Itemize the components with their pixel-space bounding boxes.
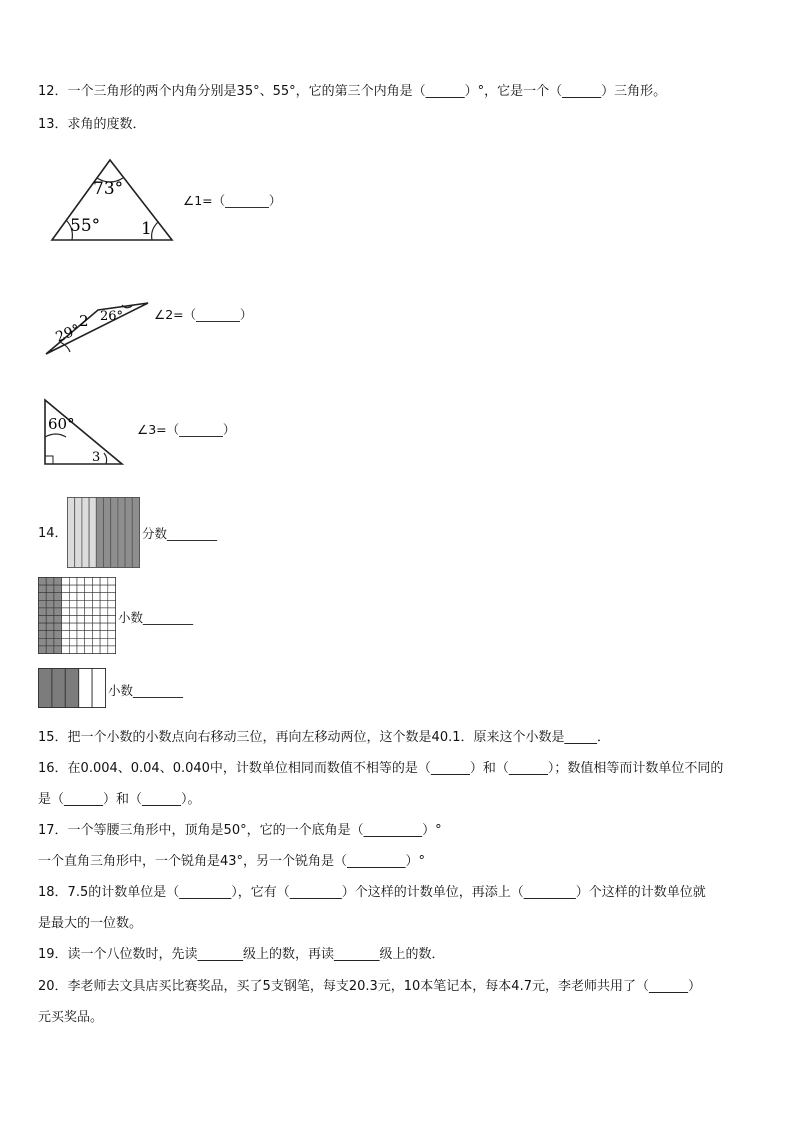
triangle-1-marker: 1 — [141, 219, 152, 239]
triangle-1-left-angle: 55° — [70, 216, 101, 236]
shaded-cell — [39, 600, 47, 608]
grid-cell — [100, 578, 108, 586]
shaded-cell — [46, 638, 54, 646]
grid-cell — [100, 638, 108, 646]
shaded-cell — [39, 631, 47, 639]
grid-cell — [108, 600, 116, 608]
grid-cell — [85, 631, 93, 639]
shaded-section — [52, 669, 65, 708]
angle-1-answer: ∠1=（_______） — [183, 193, 282, 208]
grid-cell — [92, 578, 100, 586]
grid-cell — [69, 585, 77, 593]
shaded-cell — [54, 600, 62, 608]
grid-cell — [69, 616, 77, 624]
grid-cell — [85, 638, 93, 646]
grid-cell — [92, 593, 100, 601]
question-12: 12．一个三角形的两个内角分别是35°、55°，它的第三个内角是（______）°，它是一个（______）三角形。 — [38, 84, 667, 99]
shaded-cell — [39, 585, 47, 593]
grid-cell — [69, 646, 77, 654]
question-17-line-2: 一个直角三角形中，一个锐角是43°，另一个锐角是（_________）° — [38, 854, 426, 869]
triangle-1-top-angle: 73° — [93, 179, 124, 199]
shaded-cell — [46, 646, 54, 654]
shaded-strip — [111, 498, 118, 568]
shaded-cell — [46, 600, 54, 608]
grid-cell — [85, 623, 93, 631]
grid-cell — [100, 616, 108, 624]
grid-cell — [100, 623, 108, 631]
grid-cell — [108, 631, 116, 639]
grid-cell — [62, 608, 70, 616]
shaded-cell — [39, 638, 47, 646]
grid-cell — [77, 623, 85, 631]
grid-cell — [62, 600, 70, 608]
grid-cell — [108, 638, 116, 646]
grid-cell — [85, 578, 93, 586]
shaded-section — [39, 669, 52, 708]
grid-cell — [92, 616, 100, 624]
grid-cell — [77, 600, 85, 608]
shaded-cell — [39, 608, 47, 616]
grid-cell — [100, 608, 108, 616]
triangle-2-small-angle: 26° — [100, 309, 124, 324]
grid-cell — [69, 623, 77, 631]
shaded-cell — [54, 593, 62, 601]
grid-cell — [92, 623, 100, 631]
grid-cell — [77, 578, 85, 586]
grid-cell — [92, 585, 100, 593]
triangle-3-marker: 3 — [92, 450, 101, 465]
shaded-cell — [54, 608, 62, 616]
shaded-cell — [54, 585, 62, 593]
grid-cell — [92, 600, 100, 608]
grid-cell — [92, 646, 100, 654]
shaded-section — [65, 669, 78, 708]
triangle-2-left-angle: 29° — [53, 321, 83, 346]
grid-cell — [100, 600, 108, 608]
grid-cell — [69, 631, 77, 639]
triangle-figure-1 — [46, 156, 178, 246]
grid-cell — [100, 593, 108, 601]
shaded-cell — [54, 623, 62, 631]
grid-cell — [77, 616, 85, 624]
grid-cell — [85, 608, 93, 616]
grid-cell — [100, 646, 108, 654]
shaded-cell — [46, 593, 54, 601]
shaded-cell — [39, 623, 47, 631]
grid-cell — [77, 585, 85, 593]
grid-cell — [85, 585, 93, 593]
grid-cell — [62, 646, 70, 654]
grid-cell — [62, 623, 70, 631]
shaded-cell — [54, 646, 62, 654]
shaded-cell — [46, 608, 54, 616]
grid-cell — [85, 646, 93, 654]
grid-cell — [62, 593, 70, 601]
question-15: 15．把一个小数的小数点向右移动三位，再向左移动两位，这个数是40.1．原来这个小数是_____． — [38, 730, 610, 745]
question-16-line-2: 是（______）和（______）。 — [38, 792, 201, 807]
grid-cell — [108, 593, 116, 601]
shaded-cell — [46, 631, 54, 639]
grid-cell — [92, 638, 100, 646]
shaded-cell — [39, 646, 47, 654]
grid-cell — [77, 608, 85, 616]
question-19: 19．读一个八位数时，先读_______级上的数，再读_______级上的数． — [38, 947, 445, 962]
decimal-answer-2: 小数________ — [108, 683, 184, 698]
question-17-line-1: 17．一个等腰三角形中，顶角是50°，它的一个底角是（_________）° — [38, 823, 442, 838]
hundred-grid-figure — [38, 577, 116, 654]
triangle-figure-2 — [44, 300, 152, 358]
shaded-cell — [39, 593, 47, 601]
shaded-cell — [46, 616, 54, 624]
grid-cell — [92, 608, 100, 616]
shaded-cell — [54, 638, 62, 646]
unshaded-strip — [75, 498, 82, 568]
angle-2-answer: ∠2=（_______） — [154, 307, 253, 322]
shaded-cell — [54, 616, 62, 624]
shaded-cell — [54, 578, 62, 586]
unshaded-section — [92, 669, 105, 708]
question-13-title: 13．求角的度数． — [38, 117, 146, 132]
grid-cell — [77, 631, 85, 639]
question-16-line-1: 16．在0.004、0.04、0.040中，计数单位相同而数值不相等的是（______）和（______）；数值相等而计数单位不同的 — [38, 761, 724, 776]
grid-cell — [108, 578, 116, 586]
grid-cell — [77, 593, 85, 601]
grid-cell — [85, 616, 93, 624]
question-18-line-2: 是最大的一位数。 — [38, 916, 143, 931]
grid-cell — [69, 608, 77, 616]
tenths-strip-figure — [38, 668, 106, 708]
question-20-line-1: 20．李老师去文具店买比赛奖品，买了5支钢笔，每支20.3元，10本笔记本，每本4.7元，李老师共用了（______） — [38, 979, 701, 994]
grid-cell — [92, 631, 100, 639]
triangle-2-marker: 2 — [79, 312, 89, 330]
shaded-cell — [39, 578, 47, 586]
grid-cell — [85, 593, 93, 601]
question-14-number: 14． — [38, 526, 68, 541]
grid-cell — [69, 638, 77, 646]
grid-cell — [62, 616, 70, 624]
grid-cell — [108, 646, 116, 654]
triangle-3-left-angle: 60° — [48, 415, 75, 433]
angle-3-answer: ∠3=（_______） — [137, 422, 236, 437]
unshaded-strip — [82, 498, 89, 568]
grid-cell — [62, 578, 70, 586]
question-20-line-2: 元买奖品。 — [38, 1010, 104, 1025]
shaded-cell — [46, 623, 54, 631]
grid-cell — [69, 593, 77, 601]
shaded-strip — [104, 498, 111, 568]
grid-cell — [108, 585, 116, 593]
grid-cell — [108, 623, 116, 631]
grid-cell — [62, 585, 70, 593]
fraction-strip-figure — [67, 497, 140, 568]
shaded-strip — [132, 498, 139, 568]
grid-cell — [69, 600, 77, 608]
shaded-cell — [46, 578, 54, 586]
grid-cell — [62, 631, 70, 639]
grid-cell — [100, 631, 108, 639]
shaded-cell — [39, 616, 47, 624]
unshaded-strip — [68, 498, 75, 568]
grid-cell — [62, 638, 70, 646]
grid-cell — [108, 616, 116, 624]
unshaded-section — [79, 669, 92, 708]
shaded-strip — [118, 498, 125, 568]
grid-cell — [108, 608, 116, 616]
question-18-line-1: 18．7.5的计数单位是（________），它有（________）个这样的计数单位，再添上（________）个这样的计数单位就 — [38, 885, 706, 900]
grid-cell — [85, 600, 93, 608]
grid-cell — [100, 585, 108, 593]
grid-cell — [77, 638, 85, 646]
shaded-cell — [54, 631, 62, 639]
unshaded-strip — [89, 498, 96, 568]
shaded-cell — [46, 585, 54, 593]
triangle-figure-3 — [42, 397, 128, 469]
grid-cell — [77, 646, 85, 654]
fraction-answer: 分数________ — [142, 526, 218, 541]
shaded-strip — [96, 498, 103, 568]
decimal-answer-1: 小数________ — [118, 610, 194, 625]
shaded-strip — [125, 498, 132, 568]
grid-cell — [69, 578, 77, 586]
